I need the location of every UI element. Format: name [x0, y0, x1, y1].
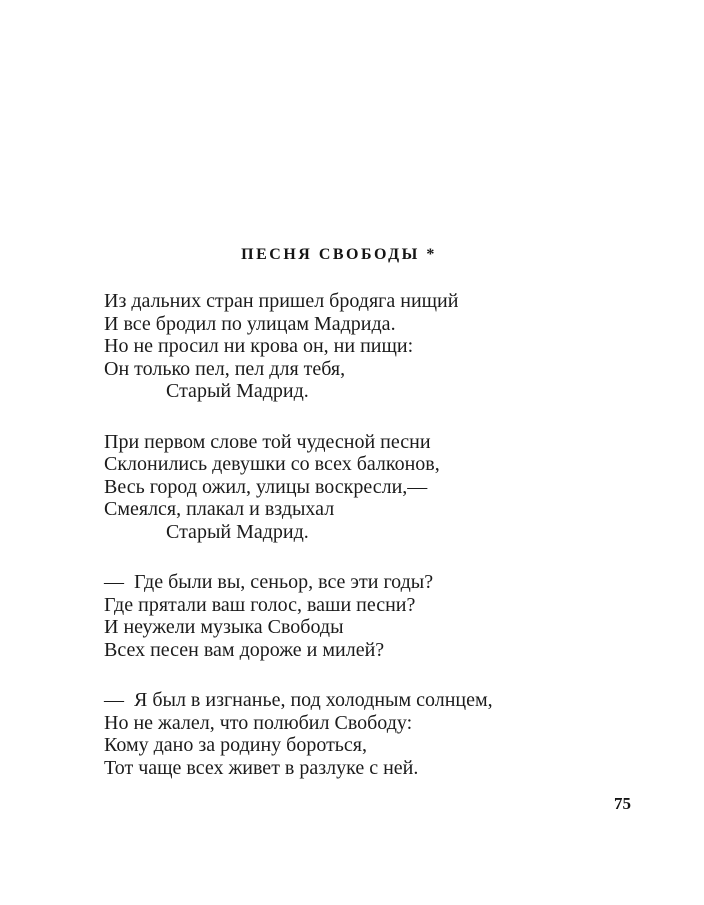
poem-line: Старый Мадрид.	[166, 380, 309, 402]
poem-line: И все бродил по улицам Мадрида.	[104, 312, 396, 335]
poem-line: И неужели музыка Свободы	[104, 616, 344, 638]
poem-line: Старый Мадрид.	[166, 520, 309, 543]
poem-line: Из дальних стран пришел бродяга нищий	[104, 290, 459, 312]
stanza-4	[104, 689, 574, 779]
poem-line: Кому дано за родину бороться,	[104, 734, 368, 756]
poem-line: Но не жалел, что полюбил Свободу:	[104, 711, 413, 734]
page-number: 75	[614, 794, 631, 813]
poem-line: Тот чаще всех живет в разлуке с ней.	[104, 756, 419, 779]
poem-line: Весь город ожил, улицы воскресли,—	[104, 475, 428, 498]
poem-line: Всех песен вам дороже и милей?	[104, 638, 385, 661]
poem-line: Смеялся, плакал и вздыхал	[104, 498, 335, 520]
poem-line: Где прятали ваш голос, ваши песни?	[104, 593, 416, 616]
poem-line: При первом слове той чудесной песни	[104, 430, 431, 453]
poem-line: Он только пел, пел для тебя,	[104, 357, 346, 380]
poem-line: Склонились девушки со всех балконов,	[104, 453, 440, 475]
poem-line: Но не просил ни крова он, ни пищи:	[104, 335, 414, 357]
stanza-3	[104, 571, 574, 661]
poem-block	[104, 246, 574, 779]
stanza-1	[104, 290, 574, 403]
stanza-2	[104, 431, 574, 544]
poem-title: ПЕСНЯ СВОБОДЫ *	[241, 246, 437, 263]
poem-line: — Где были вы, сеньор, все эти годы?	[104, 571, 434, 593]
poem-line: — Я был в изгнанье, под холодным солнцем,	[104, 689, 493, 711]
